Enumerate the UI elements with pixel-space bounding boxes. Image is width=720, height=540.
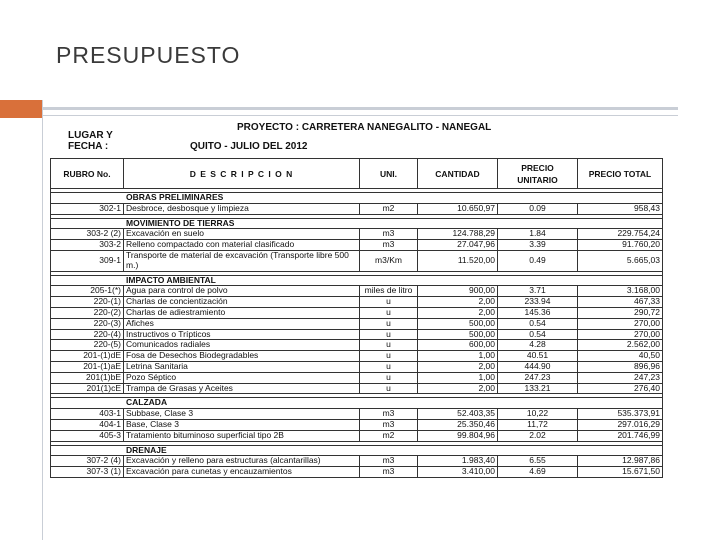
description-cell: Relleno compactado con material clasificado: [124, 240, 360, 251]
total-price-cell: 15.671,50: [578, 467, 663, 478]
description-cell: Instructivos o Trípticos: [124, 329, 360, 340]
col-precio-unitario: PRECIO UNITARIO: [498, 159, 578, 189]
description-cell: Charlas de concientización: [124, 297, 360, 308]
total-price-cell: 958,43: [578, 203, 663, 214]
quantity-cell: 27.047,96: [418, 240, 498, 251]
quantity-cell: 2,00: [418, 361, 498, 372]
rubro-cell: 302-1: [51, 203, 124, 214]
description-cell: Excavación en suelo: [124, 229, 360, 240]
rubro-cell: 201(1)bE: [51, 372, 124, 383]
section-title: DRENAJE: [51, 445, 663, 456]
rubro-cell: 404-1: [51, 419, 124, 430]
description-cell: Desbroce, desbosque y limpieza: [124, 203, 360, 214]
unit-cell: m3: [360, 229, 418, 240]
table-row: [51, 240, 663, 251]
quantity-cell: 500,00: [418, 329, 498, 340]
unit-price-cell: 247.23: [498, 372, 578, 383]
total-price-cell: 5.665,03: [578, 250, 663, 271]
unit-price-cell: 3.71: [498, 286, 578, 297]
place-date-value: QUITO - JULIO DEL 2012: [190, 141, 308, 152]
section-row: [51, 398, 663, 409]
unit-cell: m3: [360, 467, 418, 478]
quantity-cell: 2,00: [418, 307, 498, 318]
total-price-cell: 896,96: [578, 361, 663, 372]
description-cell: Comunicados radiales: [124, 340, 360, 351]
rubro-cell: 201(1)cE: [51, 383, 124, 394]
table-row: [51, 361, 663, 372]
accent-square: [0, 100, 43, 118]
table-row: [51, 307, 663, 318]
lugar-label: LUGAR Y: [68, 130, 113, 141]
total-price-cell: 467,33: [578, 297, 663, 308]
section-row: [51, 193, 663, 204]
total-price-cell: 2.562,00: [578, 340, 663, 351]
unit-cell: u: [360, 383, 418, 394]
rubro-cell: 220-(2): [51, 307, 124, 318]
unit-price-cell: 6.55: [498, 456, 578, 467]
description-cell: Afiches: [124, 318, 360, 329]
quantity-cell: 900,00: [418, 286, 498, 297]
unit-cell: u: [360, 297, 418, 308]
place-date-label: [68, 130, 113, 152]
unit-cell: m3/Km: [360, 250, 418, 271]
quantity-cell: 10.650,97: [418, 203, 498, 214]
section-title: OBRAS PRELIMINARES: [51, 193, 663, 204]
rubro-cell: 303-2 (2): [51, 229, 124, 240]
title-divider: [43, 107, 678, 110]
description-cell: Subbase, Clase 3: [124, 409, 360, 420]
quantity-cell: 1,00: [418, 372, 498, 383]
col-unidad: UNI.: [360, 159, 418, 189]
col-precio-total: PRECIO TOTAL: [578, 159, 663, 189]
total-price-cell: 297.016,29: [578, 419, 663, 430]
total-price-cell: 270,00: [578, 318, 663, 329]
table-row: [51, 340, 663, 351]
total-price-cell: 229.754,24: [578, 229, 663, 240]
description-cell: Charlas de adiestramiento: [124, 307, 360, 318]
table-row: [51, 456, 663, 467]
table-row: [51, 409, 663, 420]
total-price-cell: 270,00: [578, 329, 663, 340]
total-price-cell: 535.373,91: [578, 409, 663, 420]
unit-price-cell: 4.69: [498, 467, 578, 478]
table-row: [51, 229, 663, 240]
quantity-cell: 600,00: [418, 340, 498, 351]
rubro-cell: 403-1: [51, 409, 124, 420]
unit-price-cell: 133.21: [498, 383, 578, 394]
unit-cell: u: [360, 307, 418, 318]
rubro-cell: 307-3 (1): [51, 467, 124, 478]
unit-price-cell: 4.28: [498, 340, 578, 351]
total-price-cell: 247,23: [578, 372, 663, 383]
unit-price-cell: 233.94: [498, 297, 578, 308]
quantity-cell: 1,00: [418, 351, 498, 362]
unit-cell: m3: [360, 456, 418, 467]
table-body: [51, 189, 663, 478]
quantity-cell: 3.410,00: [418, 467, 498, 478]
col-cantidad: CANTIDAD: [418, 159, 498, 189]
unit-price-cell: 10,22: [498, 409, 578, 420]
section-title: MOVIMIENTO DE TIERRAS: [51, 218, 663, 229]
title-divider-thin: [43, 115, 678, 116]
total-price-cell: 276,40: [578, 383, 663, 394]
col-descripcion: D E S C R I P C I O N: [124, 159, 360, 189]
rubro-cell: 220-(5): [51, 340, 124, 351]
fecha-label: FECHA :: [68, 141, 109, 152]
quantity-cell: 52.403,35: [418, 409, 498, 420]
description-cell: Tratamiento bituminoso superficial tipo 2B: [124, 430, 360, 441]
description-cell: Letrina Sanitaria: [124, 361, 360, 372]
slide-title: PRESUPUESTO: [56, 42, 241, 68]
rubro-cell: 201-(1)aE: [51, 361, 124, 372]
rubro-cell: 303-2: [51, 240, 124, 251]
unit-cell: u: [360, 340, 418, 351]
unit-price-cell: 0.09: [498, 203, 578, 214]
table-row: [51, 297, 663, 308]
total-price-cell: 91.760,20: [578, 240, 663, 251]
unit-cell: m3: [360, 240, 418, 251]
unit-price-cell: 0.54: [498, 329, 578, 340]
table-row: [51, 203, 663, 214]
table-row: [51, 419, 663, 430]
section-row: [51, 445, 663, 456]
quantity-cell: 1.983,40: [418, 456, 498, 467]
unit-cell: m3: [360, 409, 418, 420]
budget-table: [50, 158, 663, 478]
quantity-cell: 2,00: [418, 383, 498, 394]
rubro-cell: 201-(1)dE: [51, 351, 124, 362]
rubro-cell: 307-2 (4): [51, 456, 124, 467]
quantity-cell: 11.520,00: [418, 250, 498, 271]
description-cell: Excavación y relleno para estructuras (alcantarillas): [124, 456, 360, 467]
unit-cell: u: [360, 351, 418, 362]
unit-cell: u: [360, 361, 418, 372]
rubro-cell: 220-(4): [51, 329, 124, 340]
rubro-cell: 205-1(*): [51, 286, 124, 297]
unit-price-cell: 2.02: [498, 430, 578, 441]
left-rule: [42, 100, 43, 540]
total-price-cell: 3.168,00: [578, 286, 663, 297]
unit-price-cell: 1.84: [498, 229, 578, 240]
unit-price-cell: 145.36: [498, 307, 578, 318]
unit-price-cell: 0.54: [498, 318, 578, 329]
rubro-cell: 309-1: [51, 250, 124, 271]
total-price-cell: 40,50: [578, 351, 663, 362]
table-row: [51, 351, 663, 362]
rubro-cell: 405-3: [51, 430, 124, 441]
description-cell: Base, Clase 3: [124, 419, 360, 430]
table-row: [51, 372, 663, 383]
description-cell: Trampa de Grasas y Aceites: [124, 383, 360, 394]
total-price-cell: 290,72: [578, 307, 663, 318]
quantity-cell: 500,00: [418, 318, 498, 329]
unit-price-cell: 40.51: [498, 351, 578, 362]
table-header-row: [51, 159, 663, 189]
unit-cell: m2: [360, 430, 418, 441]
section-title: IMPACTO AMBIENTAL: [51, 275, 663, 286]
unit-cell: u: [360, 372, 418, 383]
table-row: [51, 250, 663, 271]
description-cell: Transporte de material de excavación (Transporte libre 500 m.): [124, 250, 360, 271]
quantity-cell: 2,00: [418, 297, 498, 308]
table-row: [51, 430, 663, 441]
table-row: [51, 467, 663, 478]
rubro-cell: 220-(3): [51, 318, 124, 329]
quantity-cell: 25.350,46: [418, 419, 498, 430]
description-cell: Pozo Séptico: [124, 372, 360, 383]
description-cell: Excavación para cunetas y encauzamientos: [124, 467, 360, 478]
project-title: PROYECTO : CARRETERA NANEGALITO - NANEGAL: [237, 122, 492, 133]
unit-price-cell: 0.49: [498, 250, 578, 271]
description-cell: Agua para control de polvo: [124, 286, 360, 297]
unit-price-cell: 11,72: [498, 419, 578, 430]
unit-cell: m3: [360, 419, 418, 430]
table-row: [51, 318, 663, 329]
table-row: [51, 286, 663, 297]
section-row: [51, 275, 663, 286]
total-price-cell: 12.987,86: [578, 456, 663, 467]
total-price-cell: 201.746,99: [578, 430, 663, 441]
col-rubro: RUBRO No.: [51, 159, 124, 189]
quantity-cell: 124.788,29: [418, 229, 498, 240]
description-cell: Fosa de Desechos Biodegradables: [124, 351, 360, 362]
table-row: [51, 329, 663, 340]
unit-cell: miles de litro: [360, 286, 418, 297]
unit-cell: m2: [360, 203, 418, 214]
table-row: [51, 383, 663, 394]
section-title: CALZADA: [51, 398, 663, 409]
unit-price-cell: 3.39: [498, 240, 578, 251]
quantity-cell: 99.804,96: [418, 430, 498, 441]
section-row: [51, 218, 663, 229]
rubro-cell: 220-(1): [51, 297, 124, 308]
unit-price-cell: 444.90: [498, 361, 578, 372]
unit-cell: u: [360, 329, 418, 340]
unit-cell: u: [360, 318, 418, 329]
